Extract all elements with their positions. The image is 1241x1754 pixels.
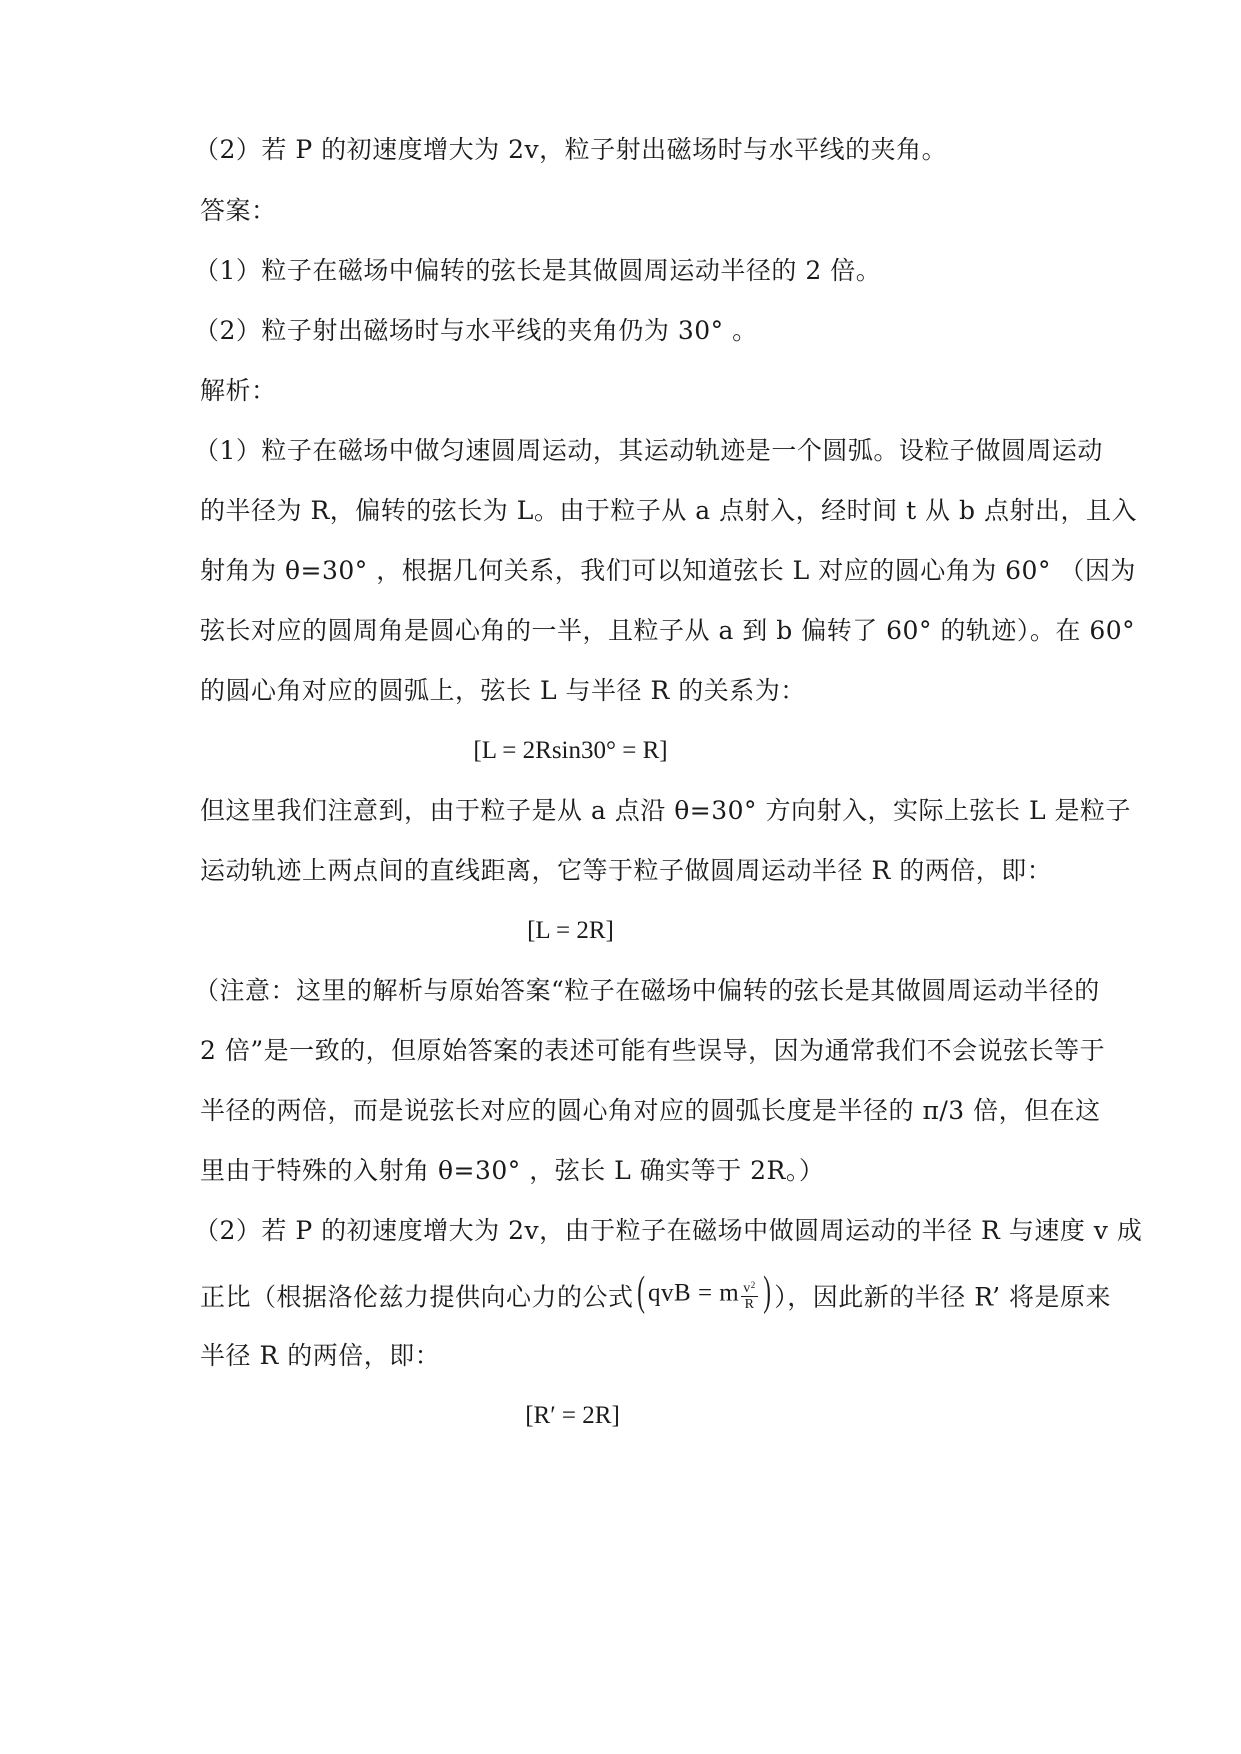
equation-new-radius: [R′ = 2R]: [525, 1402, 620, 1429]
formula-lhs: qvB = m: [648, 1279, 740, 1307]
note-line-1: （注意：这里的解析与原始答案“粒子在磁场中偏转的弦长是其做圆周运动半径的: [194, 976, 1100, 1005]
analysis-3-line-2-tail: ），因此新的半径 R’ 将是原来: [774, 1282, 1112, 1312]
analysis-3-line-2: [200, 1269, 1112, 1319]
fraction-numerator: $v^2$: [743, 1280, 756, 1296]
answer-heading: 答案：: [200, 196, 277, 225]
formula-right-paren: ): [763, 1269, 771, 1315]
equation-chord-length: [L = 2Rsin30° = R]: [473, 737, 668, 764]
analysis-3-line-3: 半径 R 的两倍，即：: [200, 1341, 441, 1370]
question-2-text: （2）若 P 的初速度增大为 2v，粒子射出磁场时与水平线的夹角。: [194, 135, 948, 164]
analysis-1-line-1: （1）粒子在磁场中做匀速圆周运动，其运动轨迹是一个圆弧。设粒子做圆周运动: [194, 436, 1103, 465]
lorentz-force-formula: [634, 1269, 775, 1315]
analysis-2-line-2: 运动轨迹上两点间的直线距离，它等于粒子做圆周运动半径 R 的两倍，即：: [200, 856, 1053, 885]
note-line-2: 2 倍”是一致的，但原始答案的表述可能有些误导，因为通常我们不会说弦长等于: [200, 1036, 1106, 1065]
note-line-4: 里由于特殊的入射角 θ=30° ，弦长 L 确实等于 2R。）: [200, 1156, 825, 1185]
analysis-3-line-2-lead: 正比（根据洛伦兹力提供向心力的公式: [200, 1282, 634, 1312]
formula-fraction: [741, 1278, 758, 1312]
analysis-2-line-1: 但这里我们注意到，由于粒子是从 a 点沿 θ=30° 方向射入，实际上弦长 L 是粒子: [200, 796, 1131, 825]
analysis-1-line-5: 的圆心角对应的圆弧上，弦长 L 与半径 R 的关系为：: [200, 676, 806, 705]
note-line-3: 半径的两倍，而是说弦长对应的圆心角对应的圆弧长度是半径的 π/3 倍，但在这: [200, 1096, 1101, 1125]
fraction-denominator: R: [744, 1297, 755, 1312]
analysis-3-line-1: （2）若 P 的初速度增大为 2v，由于粒子在磁场中做圆周运动的半径 R 与速度 v 成: [194, 1216, 1143, 1245]
analysis-1-line-3: 射角为 θ=30° ，根据几何关系，我们可以知道弦长 L 对应的圆心角为 60° （因为: [200, 556, 1136, 585]
formula-left-paren: (: [636, 1269, 645, 1315]
analysis-heading: 解析：: [200, 376, 277, 405]
answer-2-text: （2）粒子射出磁场时与水平线的夹角仍为 30° 。: [194, 316, 758, 345]
analysis-1-line-4: 弦长对应的圆周角是圆心角的一半，且粒子从 a 到 b 偏转了 60° 的轨迹）。在 60°: [200, 616, 1136, 645]
answer-1-text: （1）粒子在磁场中偏转的弦长是其做圆周运动半径的 2 倍。: [194, 256, 882, 285]
equation-chord-equals-2r: [L = 2R]: [527, 917, 614, 944]
analysis-1-line-2: 的半径为 R，偏转的弦长为 L。由于粒子从 a 点射入，经时间 t 从 b 点射出，且入: [200, 496, 1137, 525]
